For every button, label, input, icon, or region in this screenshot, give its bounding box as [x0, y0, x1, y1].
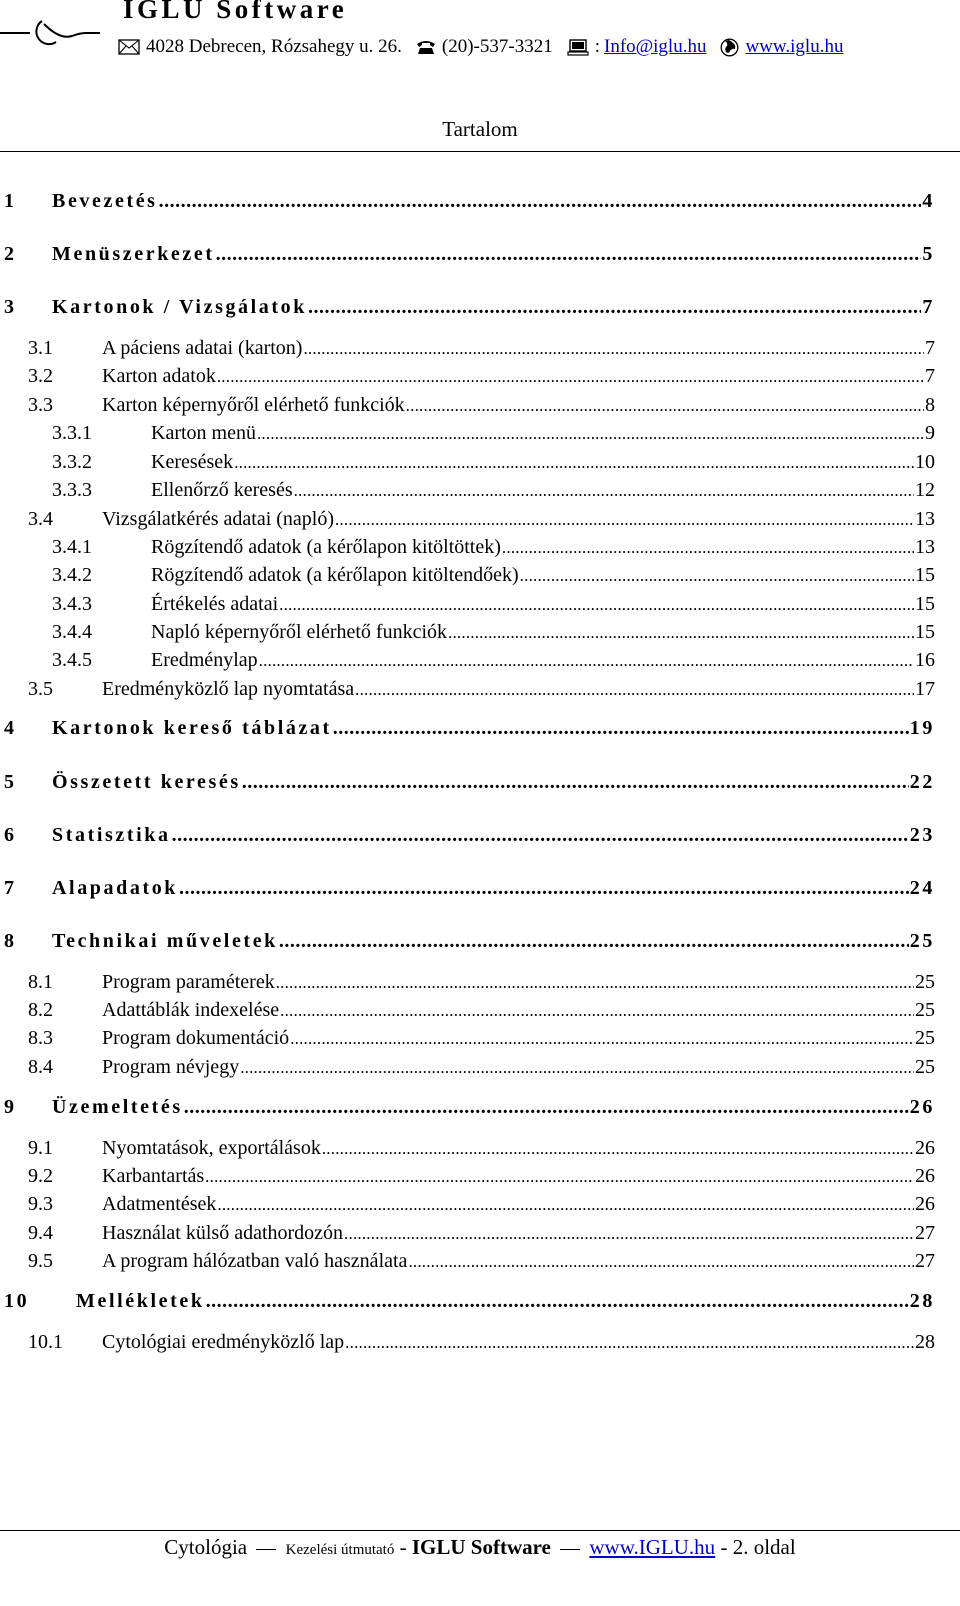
toc-entry-number: 3.5	[28, 678, 53, 700]
toc-entry-3-4-5[interactable]	[52, 649, 935, 672]
toc-entry-label: Rögzítendő adatok (a kérőlapon kitöltendőek)	[151, 564, 519, 586]
toc-entry-number: 3.4.2	[52, 564, 92, 586]
toc-entry-page: 25	[915, 1056, 935, 1078]
toc-entry-label: Karton képernyőről elérhető funkciók	[102, 394, 405, 416]
toc-entry-3-2[interactable]	[28, 365, 935, 388]
footer-dash	[560, 1549, 580, 1550]
toc-dot-leader	[240, 1058, 914, 1078]
toc-entry-label: Üzemeltetés	[52, 1096, 183, 1118]
toc-entry-number: 2	[4, 243, 17, 265]
toc-entry-number: 8.2	[28, 999, 53, 1021]
toc-entry-number: 9.5	[28, 1250, 53, 1272]
toc-dot-leader	[206, 1290, 909, 1313]
title-divider	[0, 151, 960, 152]
footer-divider	[0, 1530, 960, 1531]
toc-entry-number: 8.1	[28, 971, 53, 993]
toc-dot-leader	[217, 367, 924, 387]
email-prefix: :	[594, 36, 600, 57]
toc-entry-number: 8.3	[28, 1027, 53, 1049]
toc-entry-page: 4	[922, 190, 935, 212]
toc-entry-9-2[interactable]	[28, 1165, 935, 1188]
page-footer	[0, 1535, 960, 1560]
toc-entry-page: 28	[909, 1290, 935, 1312]
toc-entry-number: 3.4.4	[52, 621, 92, 643]
toc-entry-label: Napló képernyőről elérhető funkciók	[151, 621, 448, 643]
toc-entry-3-4-3[interactable]	[52, 593, 935, 616]
toc-entry-3-3-2[interactable]	[52, 451, 935, 474]
toc-entry-3-3[interactable]	[28, 394, 935, 417]
toc-entry-number: 6	[4, 824, 17, 846]
toc-entry-label: Technikai műveletek	[52, 930, 278, 952]
toc-entry-number: 3.3.1	[52, 422, 92, 444]
toc-entry-9[interactable]	[4, 1096, 935, 1119]
footer-dash	[256, 1549, 276, 1550]
toc-entry-label: Karbantartás	[102, 1165, 205, 1187]
toc-entry-page: 13	[915, 508, 935, 530]
globe-icon	[720, 38, 739, 57]
toc-entry-number: 3.2	[28, 365, 53, 387]
toc-entry-number: 10.1	[28, 1331, 63, 1353]
contact-line	[118, 36, 857, 58]
iglu-logo-icon	[0, 6, 100, 56]
toc-entry-number: 8.4	[28, 1056, 53, 1078]
toc-entry-page: 27	[915, 1250, 935, 1272]
toc-entry-9-5[interactable]	[28, 1250, 935, 1273]
toc-dot-leader	[205, 1167, 914, 1187]
toc-dot-leader	[520, 566, 914, 586]
toc-dot-leader	[344, 1224, 914, 1244]
toc-entry-label: A program hálózatban való használata	[102, 1250, 408, 1272]
footer-product: Cytológia	[164, 1535, 248, 1559]
toc-entry-label: Program dokumentáció	[102, 1027, 290, 1049]
toc-dot-leader	[259, 651, 914, 671]
toc-entry-label: Kartonok kereső táblázat	[52, 717, 332, 739]
toc-entry-page: 25	[915, 971, 935, 993]
toc-entry-page: 9	[925, 422, 935, 444]
toc-entry-number: 9.1	[28, 1137, 53, 1159]
toc-entry-9-3[interactable]	[28, 1193, 935, 1216]
toc-entry-8-4[interactable]	[28, 1056, 935, 1079]
toc-entry-number: 3.3	[28, 394, 53, 416]
footer-page-word: oldal	[753, 1535, 796, 1559]
toc-dot-leader	[184, 1096, 909, 1119]
toc-entry-page: 25	[915, 999, 935, 1021]
toc-dot-leader	[172, 824, 909, 847]
toc-dot-leader	[279, 930, 909, 953]
toc-entry-page: 23	[909, 824, 935, 846]
toc-entry-label: Rögzítendő adatok (a kérőlapon kitöltöttek)	[151, 536, 501, 558]
company-name: IGLU Software	[123, 0, 348, 24]
toc-entry-number: 3.4.1	[52, 536, 92, 558]
toc-dot-leader	[322, 1139, 914, 1159]
toc-entry-label: Statisztika	[52, 824, 171, 846]
toc-entry-3-4[interactable]	[28, 508, 935, 531]
toc-dot-leader	[276, 973, 914, 993]
toc-entry-page: 7	[925, 365, 935, 387]
toc-entry-3-4-4[interactable]	[52, 621, 935, 644]
footer-guide: Kezelési útmutató	[285, 1542, 395, 1558]
toc-entry-1[interactable]	[4, 190, 935, 213]
toc-entry-number: 1	[4, 190, 17, 212]
footer-separator: -	[720, 1535, 728, 1559]
toc-entry-page: 26	[915, 1193, 935, 1215]
toc-dot-leader	[179, 877, 909, 900]
toc-entry-label: Cytológiai eredményközlő lap	[102, 1331, 345, 1353]
toc-entry-5[interactable]	[4, 771, 935, 794]
toc-entry-page: 7	[922, 296, 935, 318]
toc-entry-page: 17	[915, 678, 935, 700]
address-text: 4028 Debrecen, Rózsahegy u. 26.	[146, 36, 402, 57]
toc-entry-label: Nyomtatások, exportálások	[102, 1137, 321, 1159]
toc-entry-label: Karton menü	[151, 422, 256, 444]
toc-entry-page: 26	[915, 1137, 935, 1159]
toc-entry-9-4[interactable]	[28, 1222, 935, 1245]
toc-dot-leader	[303, 339, 924, 359]
toc-entry-3-4-2[interactable]	[52, 564, 935, 587]
toc-entry-number: 9.2	[28, 1165, 53, 1187]
phone-text: (20)-537-3321	[441, 36, 553, 57]
toc-dot-leader	[335, 510, 914, 530]
toc-dot-leader	[216, 243, 922, 266]
telephone-icon	[416, 39, 436, 55]
toc-entry-label: Mellékletek	[76, 1290, 205, 1312]
email-link[interactable]: Info@iglu.hu	[604, 36, 707, 57]
footer-company: IGLU Software	[411, 1535, 551, 1559]
toc-entry-3-3-3[interactable]	[52, 479, 935, 502]
toc-entry-3-5[interactable]	[28, 678, 935, 701]
toc-entry-page: 24	[909, 877, 935, 899]
toc-dot-leader	[234, 453, 914, 473]
toc-entry-page: 10	[915, 451, 935, 473]
toc-dot-leader	[242, 771, 909, 794]
page-title: Tartalom	[442, 117, 518, 141]
toc-entry-label: Eredménylap	[151, 649, 258, 671]
website-link[interactable]: www.iglu.hu	[745, 36, 844, 57]
toc-dot-leader	[355, 680, 914, 700]
toc-dot-leader	[290, 1029, 914, 1049]
toc-dot-leader	[279, 595, 914, 615]
toc-entry-label: Alapadatok	[52, 877, 179, 899]
toc-entry-number: 10	[4, 1290, 30, 1312]
toc-entry-page: 16	[915, 649, 935, 671]
toc-entry-9-1[interactable]	[28, 1137, 935, 1160]
toc-entry-page: 26	[909, 1096, 935, 1118]
computer-icon	[567, 39, 589, 56]
toc-dot-leader	[406, 396, 924, 416]
toc-entry-3[interactable]	[4, 296, 935, 319]
toc-entry-label: Keresések	[151, 451, 234, 473]
toc-entry-3-3-1[interactable]	[52, 422, 935, 445]
toc-entry-number: 3.4	[28, 508, 53, 530]
toc-dot-leader	[502, 538, 914, 558]
toc-dot-leader	[217, 1195, 914, 1215]
footer-separator: -	[399, 1535, 407, 1559]
toc-entry-number: 3.1	[28, 337, 53, 359]
toc-entry-label: Adatmentések	[102, 1193, 217, 1215]
toc-entry-label: Karton adatok	[102, 365, 216, 387]
toc-dot-leader	[448, 623, 914, 643]
toc-entry-2[interactable]	[4, 243, 935, 266]
toc-entry-10[interactable]	[4, 1290, 935, 1313]
toc-entry-number: 4	[4, 717, 17, 739]
toc-dot-leader	[408, 1252, 914, 1272]
toc-entry-label: Eredményközlő lap nyomtatása	[102, 678, 355, 700]
toc-entry-number: 8	[4, 930, 17, 952]
toc-entry-page: 12	[915, 479, 935, 501]
toc-entry-3-1[interactable]	[28, 337, 935, 360]
toc-entry-label: Program paraméterek	[102, 971, 275, 993]
toc-entry-page: 7	[925, 337, 935, 359]
toc-entry-label: Értékelés adatai	[151, 593, 279, 615]
toc-entry-8-2[interactable]	[28, 999, 935, 1022]
toc-entry-label: Ellenőrző keresés	[151, 479, 293, 501]
toc-entry-page: 15	[915, 564, 935, 586]
toc-dot-leader	[257, 424, 924, 444]
toc-entry-10-1[interactable]	[28, 1331, 935, 1354]
toc-entry-page: 13	[915, 536, 935, 558]
toc-entry-page: 15	[915, 621, 935, 643]
toc-entry-page: 8	[925, 394, 935, 416]
envelope-icon	[118, 39, 140, 55]
toc-entry-number: 3.3.2	[52, 451, 92, 473]
toc-entry-3-4-1[interactable]	[52, 536, 935, 559]
toc-dot-leader	[333, 717, 909, 740]
toc-entry-page: 25	[909, 930, 935, 952]
toc-entry-number: 5	[4, 771, 17, 793]
toc-entry-label: Vizsgálatkérés adatai (napló)	[102, 508, 335, 530]
toc-entry-label: Menüszerkezet	[52, 243, 215, 265]
toc-entry-page: 22	[909, 771, 935, 793]
toc-entry-number: 9.4	[28, 1222, 53, 1244]
toc-entry-number: 9.3	[28, 1193, 53, 1215]
toc-entry-label: Kartonok / Vizsgálatok	[52, 296, 307, 318]
toc-entry-label: Bevezetés	[52, 190, 158, 212]
toc-entry-8[interactable]	[4, 930, 935, 953]
toc-entry-label: Adattáblák indexelése	[102, 999, 280, 1021]
toc-entry-label: Használat külső adathordozón	[102, 1222, 344, 1244]
toc-dot-leader	[308, 296, 921, 319]
toc-entry-page: 26	[915, 1165, 935, 1187]
toc-entry-number: 3	[4, 296, 17, 318]
toc-entry-page: 25	[915, 1027, 935, 1049]
toc-entry-8-3[interactable]	[28, 1027, 935, 1050]
toc-entry-label: Program névjegy	[102, 1056, 240, 1078]
footer-website-link[interactable]: www.IGLU.hu	[589, 1535, 716, 1559]
toc-entry-4[interactable]	[4, 717, 935, 740]
toc-entry-number: 3.4.3	[52, 593, 92, 615]
toc-entry-number: 3.4.5	[52, 649, 92, 671]
toc-dot-leader	[159, 190, 922, 213]
toc-entry-6[interactable]	[4, 824, 935, 847]
toc-entry-page: 15	[915, 593, 935, 615]
toc-entry-8-1[interactable]	[28, 971, 935, 994]
toc-entry-number: 9	[4, 1096, 17, 1118]
toc-entry-label: Összetett keresés	[52, 771, 241, 793]
toc-dot-leader	[294, 481, 914, 501]
toc-entry-number: 3.3.3	[52, 479, 92, 501]
footer-page-number: 2.	[732, 1535, 749, 1559]
toc-entry-number: 7	[4, 877, 17, 899]
toc-entry-7[interactable]	[4, 877, 935, 900]
toc-entry-page: 19	[909, 717, 935, 739]
toc-entry-page: 28	[915, 1331, 935, 1353]
toc-dot-leader	[345, 1333, 914, 1353]
toc-dot-leader	[280, 1001, 914, 1021]
page-header	[0, 0, 960, 141]
toc-entry-page: 5	[922, 243, 935, 265]
toc-entry-label: A páciens adatai (karton)	[102, 337, 303, 359]
toc-entry-page: 27	[915, 1222, 935, 1244]
